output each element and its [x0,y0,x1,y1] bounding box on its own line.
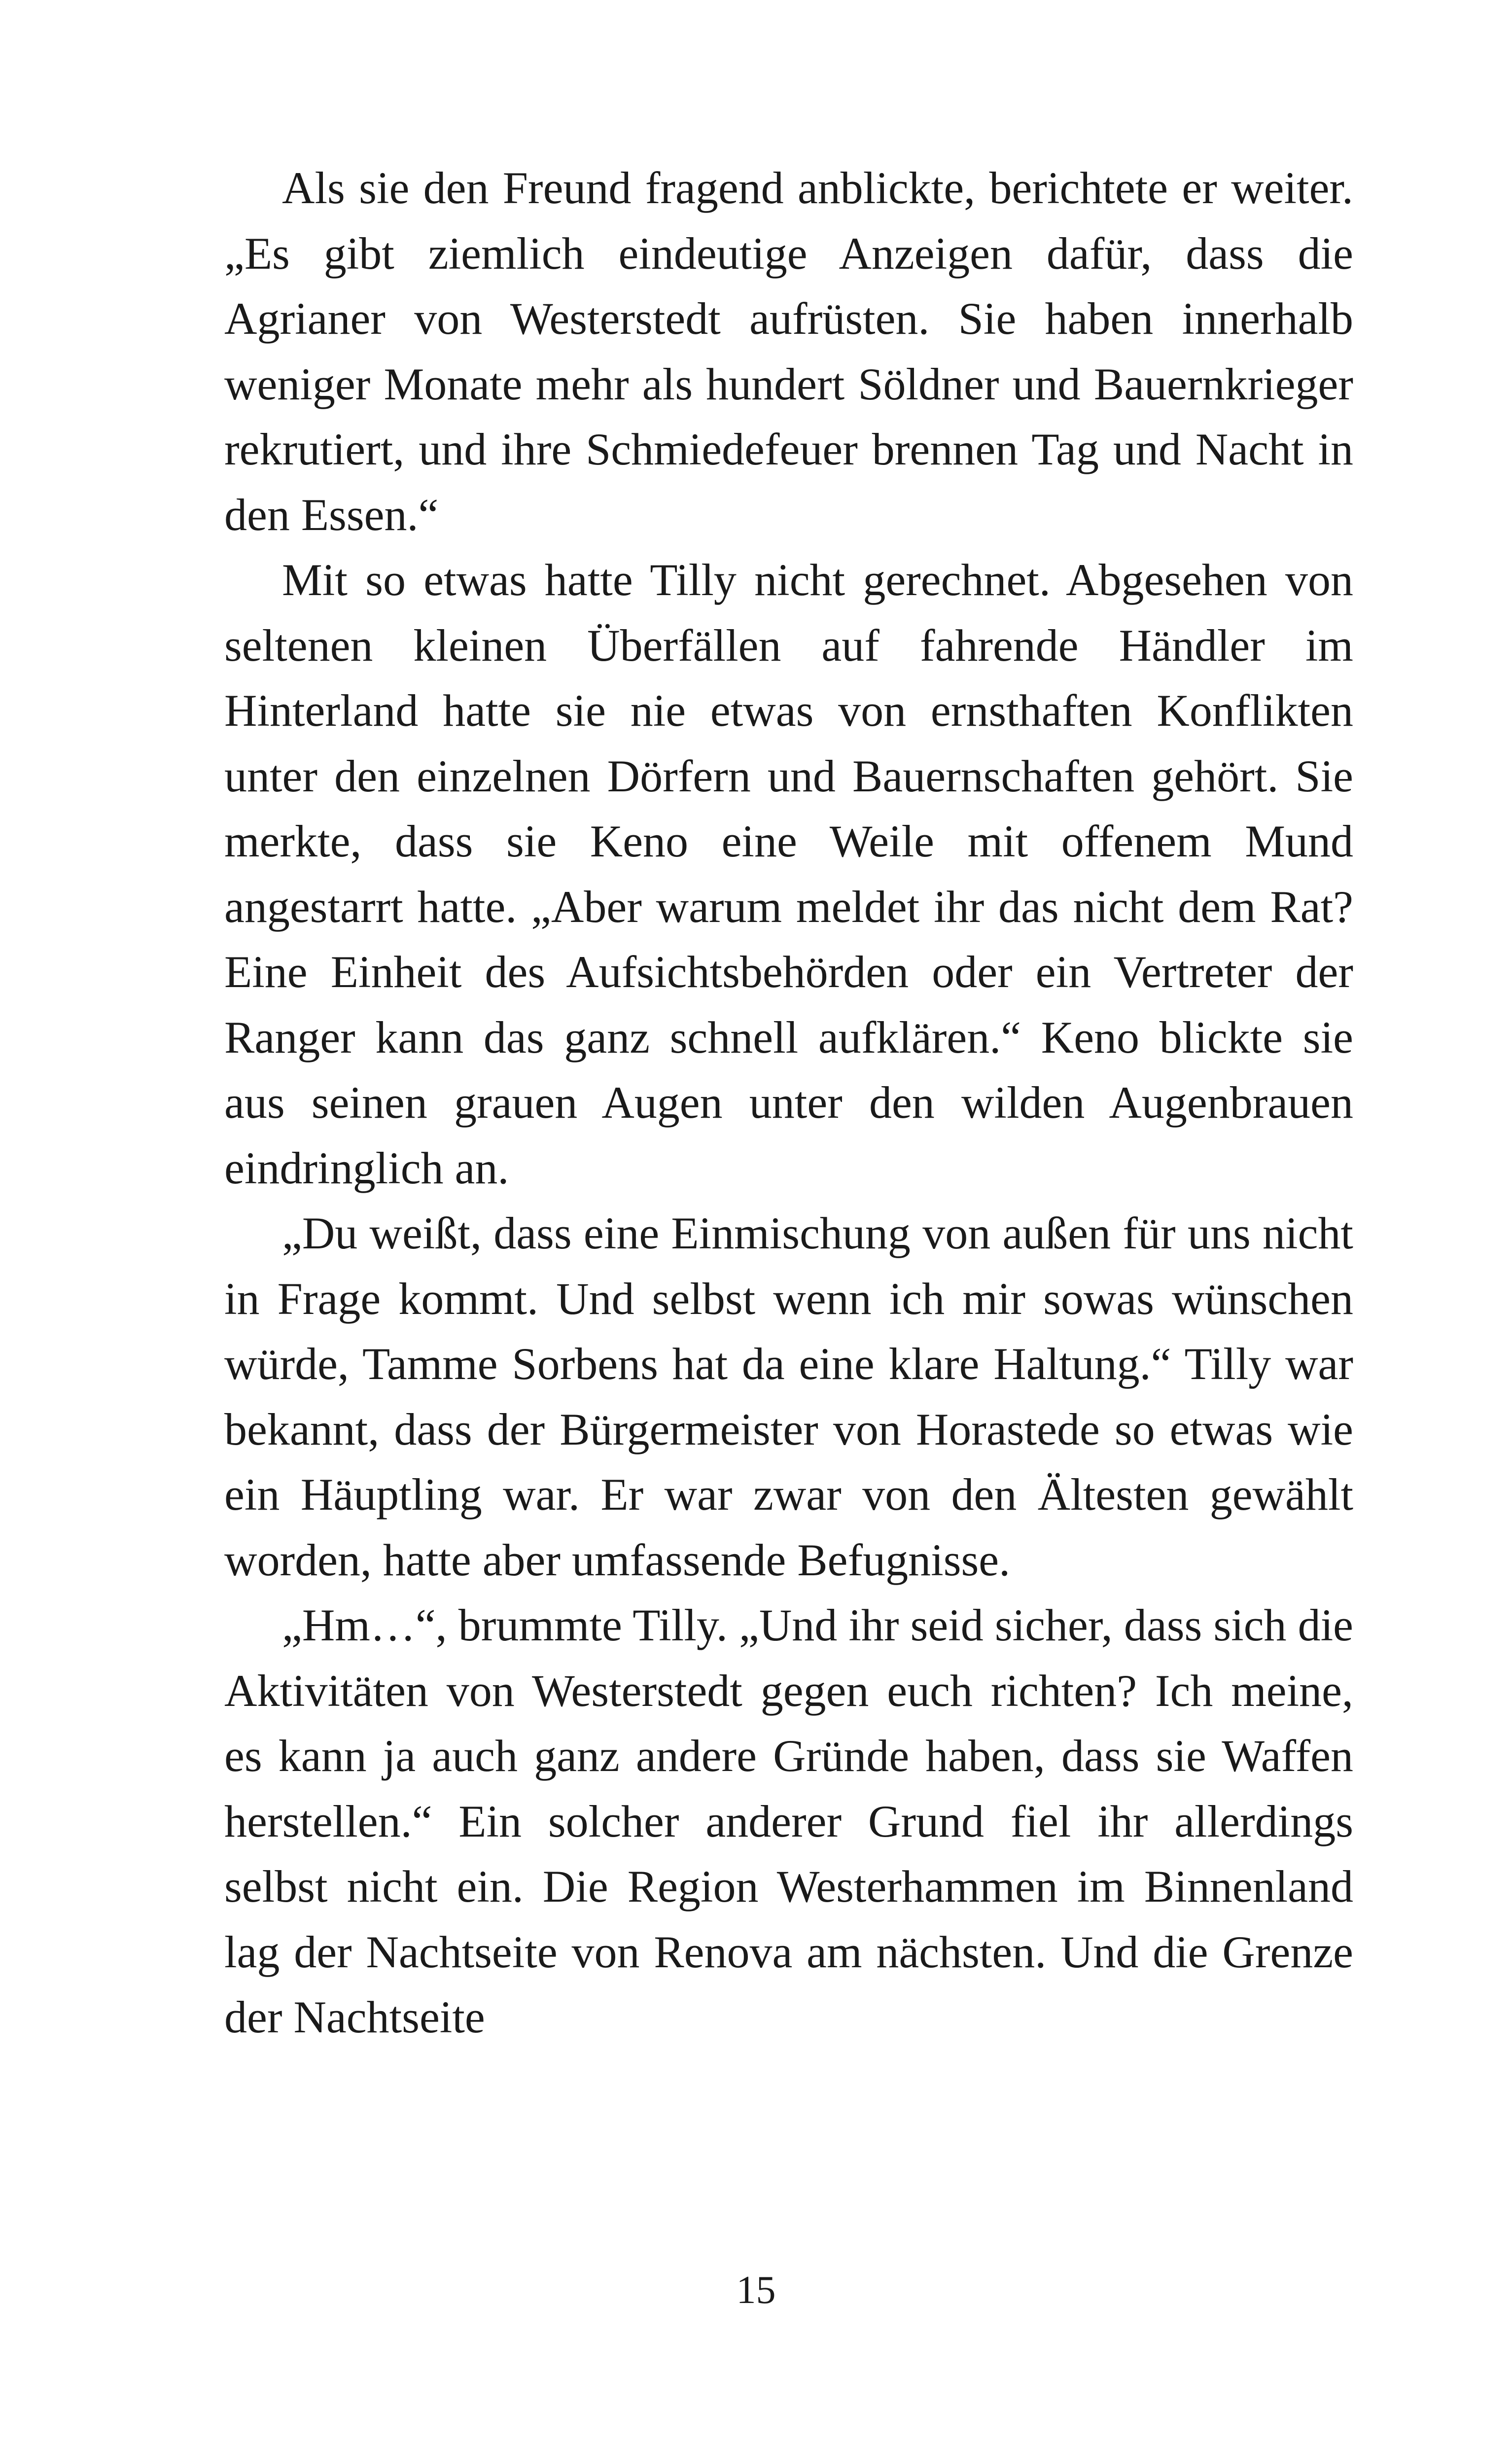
page-number: 15 [736,2268,776,2312]
paragraph-2: Mit so etwas hatte Tilly nicht gerechnet. Abgesehen von seltenen kleinen Überfällen auf fahrende Händler im Hinterland hatte sie nie etwas von ernsthaften Konflikten unter den einzelnen Dörfern und Bauernschaften gehört. Sie merkte, dass sie Keno eine Weile mit offenem Mund angestarrt hatte. „Aber warum meldet ihr das nicht dem Rat? Eine Einheit des Aufsichtsbehörden oder ein Vertreter der Ranger kann das ganz schnell aufklären.“ Keno blickte sie aus seinen grauen Augen unter den wilden Augenbrauen eindringlich an. [224,555,1353,1193]
paragraph-1: Als sie den Freund fragend anblickte, berichtete er weiter. „Es gibt ziemlich eindeutige Anzeigen dafür, dass die Agrianer von Westerstedt aufrüsten. Sie haben innerhalb weniger Monate mehr als hundert Söldner und Bauernkrieger rekrutiert, und ihre Schmiedefeuer brennen Tag und Nacht in den Essen.“ [224,163,1353,540]
paragraph-4: „Hm…“, brummte Tilly. „Und ihr seid sicher, dass sich die Aktivitäten von Westerstedt gegen euch richten? Ich meine, es kann ja auch ganz andere Gründe haben, dass sie Waffen herstellen.“ Ein solcher anderer Grund fiel ihr allerdings selbst nicht ein. Die Region Westerhammen im Binnenland lag der Nachtseite von Renova am nächsten. Und die Grenze der Nachtseite [224,1600,1353,2042]
body-text [224,155,1353,2050]
paragraph-3: „Du weißt, dass eine Einmischung von außen für uns nicht in Frage kommt. Und selbst wenn ich mir sowas wünschen würde, Tamme Sorbens hat da eine klare Haltung.“ Tilly war bekannt, dass der Bürgermeister von Horastede so etwas wie ein Häuptling war. Er war zwar von den Ältesten gewählt worden, hatte aber umfassende Befugnisse. [224,1208,1353,1585]
